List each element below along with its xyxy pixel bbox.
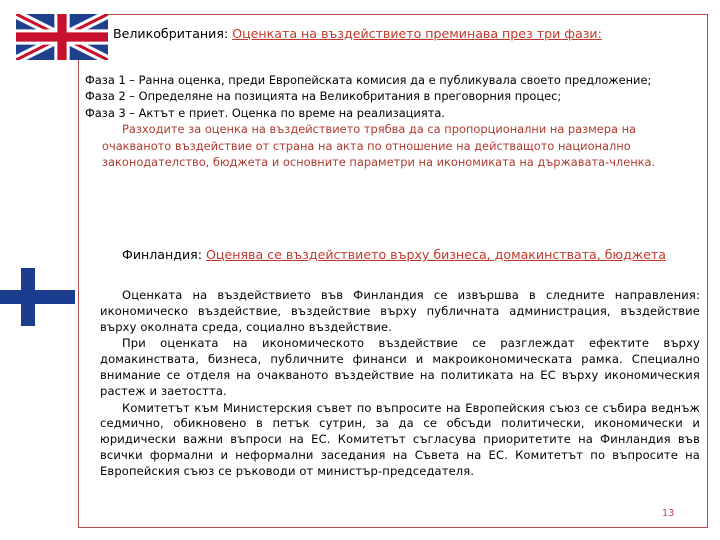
finland-paragraph-2: При оценката на икономическото въздействие се разглеждат ефектите върху домакинствата, бизнеса, публичните финанси и макроикономическата рамка. Специално внимание се отделя на очакваното въздействие на политиката на ЕС върху икономическия растеж и заетостта. <box>100 336 700 398</box>
uk-headline: Оценката на въздействието преминава през три фази: <box>232 26 602 41</box>
finland-paragraph-1: Оценката на въздействието във Финландия се извършва в следните направления: икономическо въздействие, въздействие върху публичната администрация, въздействие върху околната среда, социално въздействие. <box>100 288 700 334</box>
phase-2: Фаза 2 – Определяне на позицията на Великобритания в преговорния процес; <box>85 89 562 104</box>
phase-1: Фаза 1 – Ранна оценка, преди Европейската комисия да е публикувала своето предложение; <box>85 73 652 87</box>
uk-colon: : <box>223 26 233 41</box>
page-number: 13 <box>662 508 675 519</box>
finland-flag-icon <box>0 268 75 326</box>
finland-colon: : <box>197 247 206 262</box>
uk-body <box>85 72 701 170</box>
phase-3: Фаза 3 – Актът е приет. Оценка по време на реализацията. <box>85 105 445 120</box>
uk-cost-note: Разходите за оценка на въздействието трябва да са пропорционални на размера на очакваното въздействие от страна на акта по отношение на действащото национално законодателство, бюджета и основните параметри на икономиката на държавата-членка. <box>102 122 656 170</box>
finland-headline: Оценява се въздействието върху бизнеса, домакинствата, бюджета <box>205 247 667 262</box>
finland-heading <box>122 246 697 263</box>
uk-heading <box>113 26 698 42</box>
uk-country-label: Великобритания <box>113 26 224 41</box>
finland-country-label: Финландия <box>122 247 198 262</box>
finland-body <box>100 288 700 481</box>
uk-flag-icon <box>16 14 108 60</box>
finland-paragraph-3: Комитетът към Министерския съвет по въпросите на Европейския съюз се събира веднъж седмично, обикновено в петък сутрин, за да се обсъди политически, икономически и юридически важни въпроси на ЕС. Комитетът съгласува приоритетите на Финландия във всички формални и неформални заседания на Съвета на ЕС. Комитетът по въпросите на Европейския съюз се ръководи от министър-председателя. <box>100 400 700 478</box>
